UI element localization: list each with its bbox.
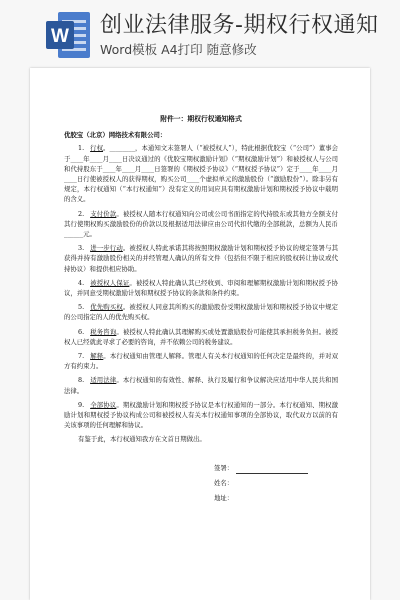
clause-number: 1. (78, 144, 85, 153)
clause-term: 支付价款 (90, 209, 117, 218)
clause-number: 4. (78, 278, 85, 287)
clause-paragraph (64, 278, 338, 298)
clause-term: 税务咨询 (90, 327, 117, 336)
page-title: 创业法律服务-期权行权通知 (100, 13, 379, 38)
clause-paragraph (64, 375, 338, 395)
clause-term: 全部协议 (90, 400, 117, 409)
clause-paragraph (64, 327, 338, 347)
clause-number: 5. (78, 303, 85, 312)
clause-paragraph (64, 143, 338, 204)
clause-number: 8. (78, 376, 85, 385)
clause-text: 。被授权人特此承诺其将按照期权激励计划和期权授予协议的规定签署与其获得并持有激励股份相关的并经管理人确认的所有文件（包括但不限于相应的股权转让协议或代持协议）和提供相应协助。 (64, 244, 338, 273)
name-label: 姓名： (214, 479, 234, 488)
word-file-icon (44, 10, 92, 60)
clause-paragraph (64, 351, 338, 371)
clause-text: 。被授权人随本行权通知向公司或公司书面指定的代持股东或其他方全额支付其行使期权购买激励股份的价款以及根据适用法律应由公司代扣代缴的全部税款，总额为人民币______元。 (64, 209, 339, 239)
clause-number: 2. (78, 209, 85, 218)
address-label: 地址： (214, 494, 234, 503)
clause-number: 7. (78, 352, 85, 361)
addressee: 优胶宝（北京）网络技术有限公司： (64, 131, 167, 140)
clause-term: 解释 (90, 352, 104, 361)
clause-text: 。期权激励计划和期权授予协议是本行权通知的一部分。本行权通知、期权激励计划和期权授予协议构成公司和被授权人有关本行权通知事项的全部协议，取代双方以前的有关该事项的任何理解和协议。 (64, 400, 339, 430)
clause-number: 3. (78, 244, 85, 253)
page-header (0, 0, 400, 68)
clause-list (64, 143, 338, 430)
clause-paragraph (64, 243, 338, 274)
signature-block (214, 459, 338, 504)
signature-line (236, 466, 308, 474)
clause-term: 进一步行动 (90, 244, 123, 253)
clause-paragraph (64, 400, 338, 431)
signer-label: 签署： (214, 464, 234, 473)
document-preview (30, 68, 370, 600)
clause-term: 适用法律 (90, 376, 117, 385)
clause-term: 被授权人保证 (90, 278, 130, 287)
document-body (64, 114, 338, 504)
clause-text: 。被授权人特此确认其理解购买或处置激励股份可能使其承担税务负担。被授权人已经就此寻求了必要的咨询，并不依赖公司的税务建议。 (64, 327, 339, 346)
clause-term: 行权 (90, 144, 104, 153)
clause-text: 。被授权人特此确认其已经收到、审阅和理解期权激励计划和期权授予协议，并同意受期权激励计划和期权授予协议的条款和条件约束。 (64, 278, 339, 298)
closing-statement: 有鉴于此，本行权通知我方在文首日期做出。 (78, 435, 206, 444)
page-subtitle: Word模板 A4打印 随意修改 (100, 42, 257, 57)
clause-paragraph (64, 209, 338, 240)
clause-text: 。被授权人同意其所购买的激励股份受期权激励计划和期权授予协议中规定的公司指定的人的优先购买权。 (64, 303, 338, 322)
clause-text: 。本行权通知的有效性、解释、执行及履行和争议解决应适用中华人民共和国法律。 (64, 376, 339, 395)
clause-number: 6. (78, 327, 85, 336)
clause-number: 9. (78, 400, 85, 409)
clause-paragraph (64, 302, 338, 322)
clause-text: 。________，本通知文末签署人（“被授权人”），特此根据优胶宝（“公司”）董事会于____年____月____日决议通过的《优胶宝期权激励计划》（“期权激励计划”）和被授权人与公司和代持股东于____年____月____日签署的《期权授予协议》（“期权授予协议”）定于____年____月____日行使被授权人的获得期权，购买公司____个虚拟单元的激励股份（“激励股份”）。除非另有规定，本行权通知（“本行权通知”）没有定义的用词应具有期权激励计划和期权授予协议中载明的含义。 (64, 144, 338, 204)
document-title: 附件一：期权行权通知格式 (160, 115, 242, 123)
clause-term: 优先购买权 (90, 303, 123, 312)
clause-text: 。本行权通知由管理人解释。管理人有关本行权通知的任何决定是最终的，并对双方有约束力。 (64, 352, 339, 371)
svg-text:W: W (51, 26, 69, 47)
